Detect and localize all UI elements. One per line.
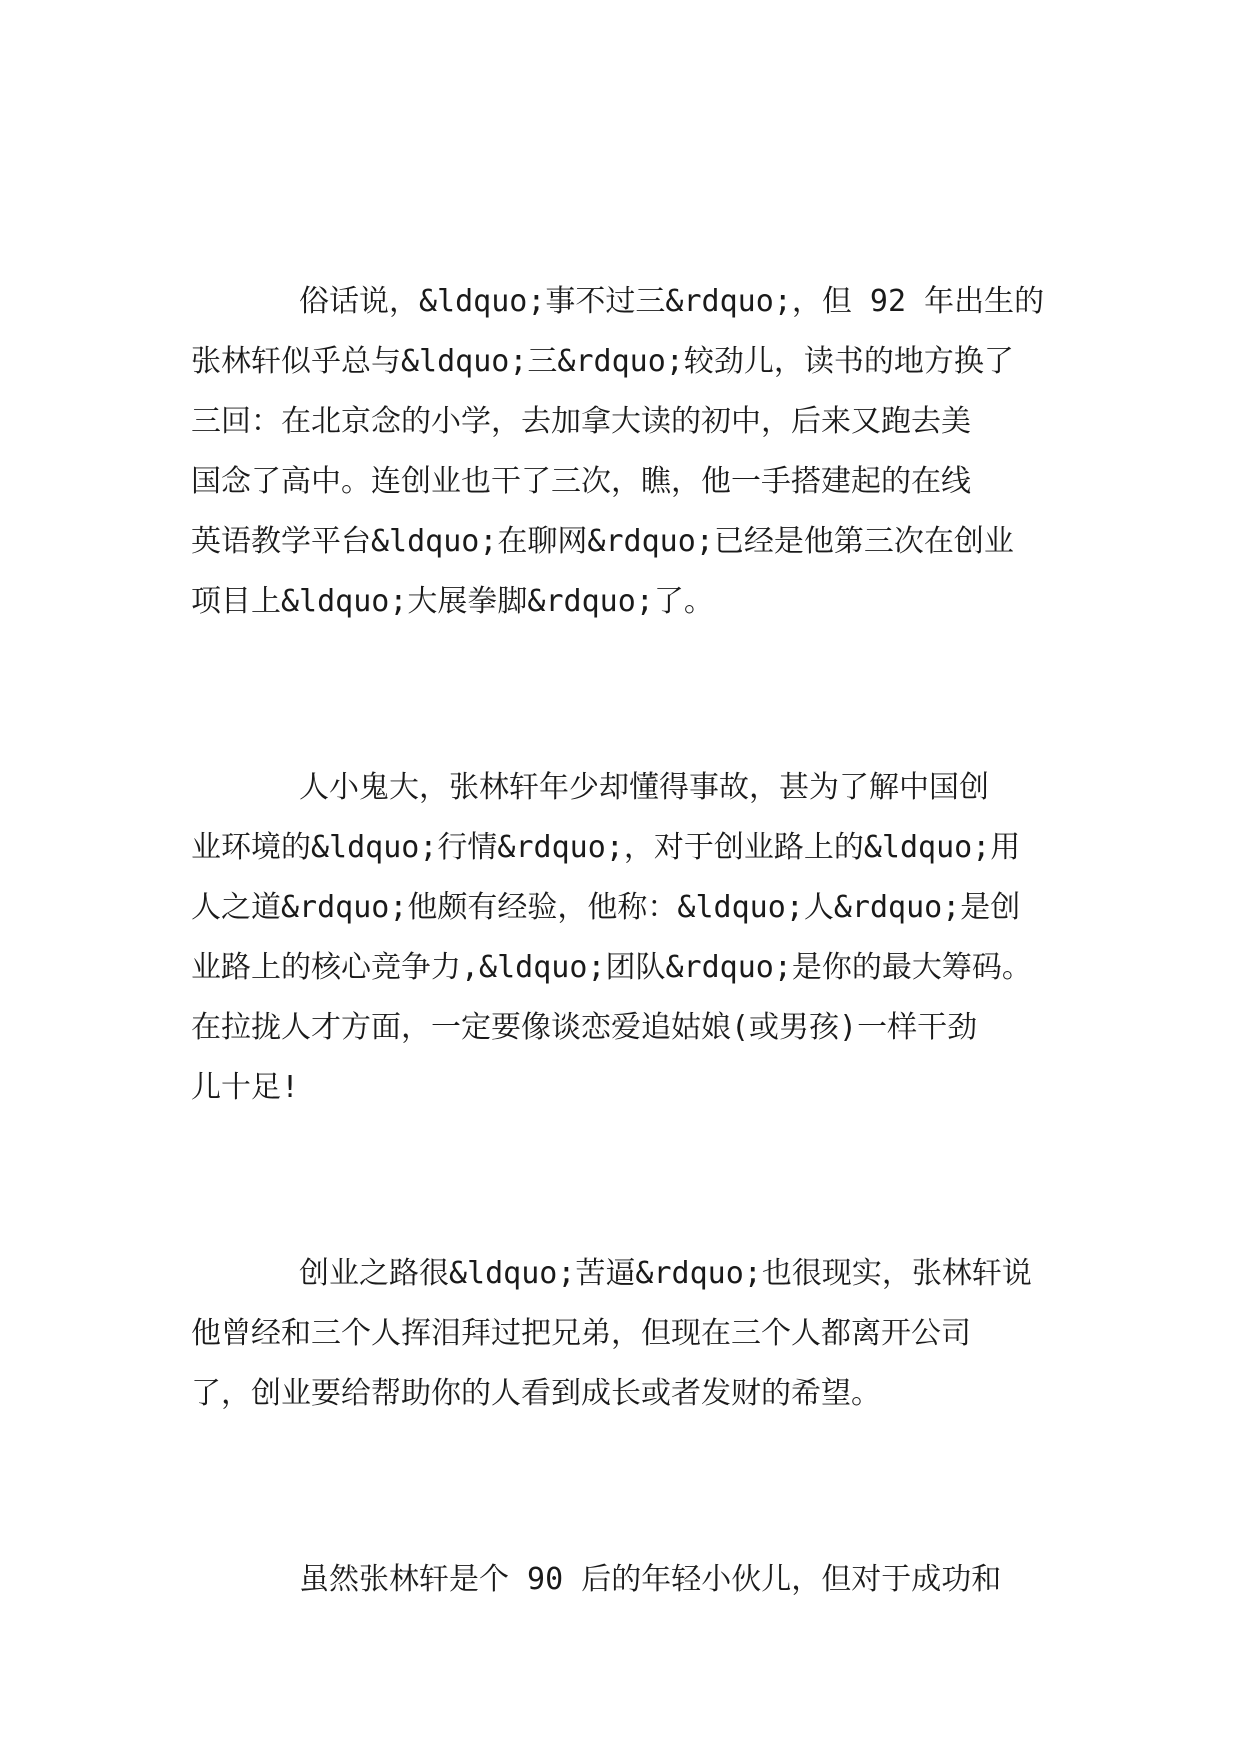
paragraph-3 bbox=[191, 1244, 1051, 1424]
paragraph-line: 项目上&ldquo;大展拳脚&rdquo;了。 bbox=[191, 584, 714, 619]
paragraph-line: 儿十足! bbox=[191, 1070, 300, 1105]
paragraph-line: 人之道&rdquo;他颇有经验，他称：&ldquo;人&rdquo;是创 bbox=[191, 890, 1021, 925]
paragraph-4 bbox=[191, 1550, 1051, 1610]
paragraph-spacer bbox=[191, 632, 1051, 758]
paragraph-2 bbox=[191, 758, 1051, 1118]
paragraph-line: 英语教学平台&ldquo;在聊网&rdquo;已经是他第三次在创业 bbox=[191, 524, 1014, 559]
paragraph-line: 了，创业要给帮助你的人看到成长或者发财的希望。 bbox=[191, 1376, 881, 1411]
paragraph-line: 业路上的核心竞争力,&ldquo;团队&rdquo;是你的最大筹码。 bbox=[191, 950, 1032, 985]
paragraph-line: 他曾经和三个人挥泪拜过把兄弟，但现在三个人都离开公司 bbox=[191, 1316, 971, 1351]
paragraph-line: 在拉拢人才方面，一定要像谈恋爱追姑娘(或男孩)一样干劲 bbox=[191, 1010, 978, 1045]
paragraph-line: 人小鬼大，张林轩年少却懂得事故，甚为了解中国创 bbox=[299, 770, 989, 805]
document-body bbox=[191, 272, 1051, 1610]
paragraph-line: 张林轩似乎总与&ldquo;三&rdquo;较劲儿，读书的地方换了 bbox=[191, 344, 1014, 379]
paragraph-line: 国念了高中。连创业也干了三次，瞧，他一手搭建起的在线 bbox=[191, 464, 971, 499]
paragraph-line: 业环境的&ldquo;行情&rdquo;，对于创业路上的&ldquo;用 bbox=[191, 830, 1021, 865]
paragraph-line: 创业之路很&ldquo;苦逼&rdquo;也很现实，张林轩说 bbox=[299, 1256, 1032, 1291]
paragraph-1 bbox=[191, 272, 1051, 632]
paragraph-line: 虽然张林轩是个 90 后的年轻小伙儿，但对于成功和 bbox=[299, 1562, 1002, 1597]
paragraph-spacer bbox=[191, 1118, 1051, 1244]
paragraph-line: 俗话说，&ldquo;事不过三&rdquo;，但 92 年出生的 bbox=[299, 284, 1045, 319]
paragraph-spacer bbox=[191, 1424, 1051, 1550]
paragraph-line: 三回：在北京念的小学，去加拿大读的初中，后来又跑去美 bbox=[191, 404, 971, 439]
